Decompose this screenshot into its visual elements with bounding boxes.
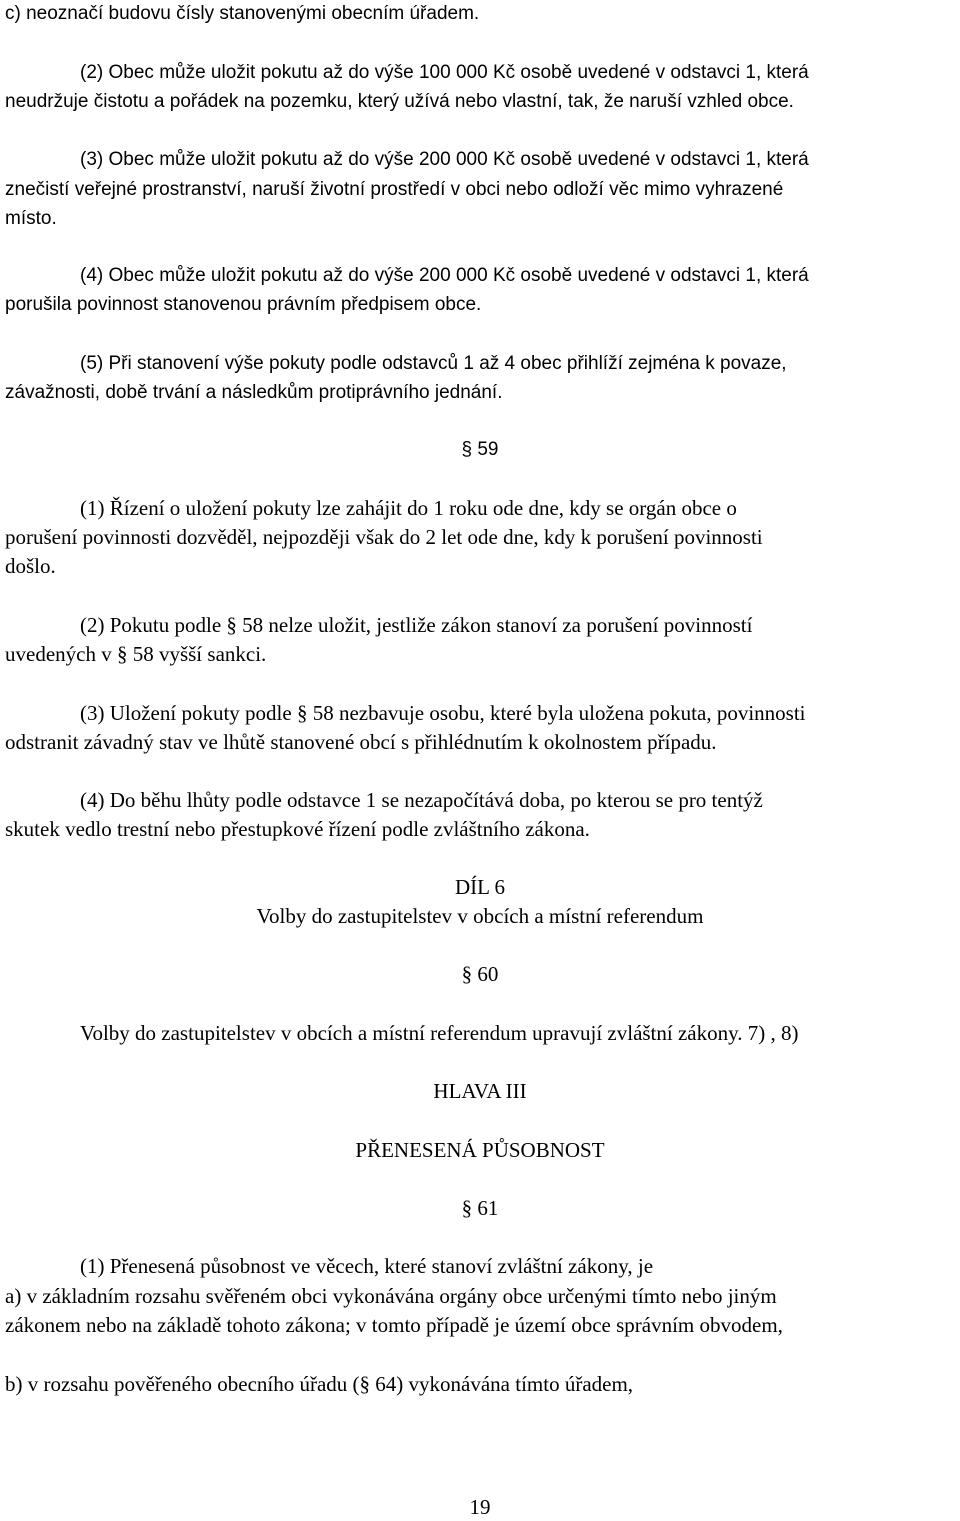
paragraph-line: zákonem nebo na základě tohoto zákona; v tomto případě je území obce správním obvodem, [5,1313,783,1337]
chapter-heading: HLAVA III [433,1079,527,1103]
part-title: Volby do zastupitelstev v obcích a místní referendum [256,904,704,928]
paragraph-line: (3) Uložení pokuty podle § 58 nezbavuje osobu, které byla uložena pokuta, povinnosti [80,701,806,725]
paragraph-line: (4) Do běhu lhůty podle odstavce 1 se nezapočítává doba, po kterou se pro tentýž [80,788,763,812]
paragraph-line: odstranit závadný stav ve lhůtě stanovené obcí s přihlédnutím k okolnostem případu. [5,730,717,754]
section-heading: § 61 [461,1196,499,1220]
paragraph-line: a) v základním rozsahu svěřeném obci vykonávána orgány obce určenými tímto nebo jiným [5,1284,777,1308]
paragraph-line: c) neoznačí budovu čísly stanovenými obecním úřadem. [5,3,480,24]
paragraph-line: znečistí veřejné prostranství, naruší životní prostředí v obci nebo odloží věc mimo vyhrazené [5,179,784,200]
section-heading: § 59 [461,439,499,460]
paragraph-line: (2) Pokutu podle § 58 nelze uložit, jestliže zákon stanoví za porušení povinností [80,613,753,637]
paragraph-line: (4) Obec může uložit pokutu až do výše 200 000 Kč osobě uvedené v odstavci 1, která [80,265,809,286]
paragraph-line: (3) Obec může uložit pokutu až do výše 200 000 Kč osobě uvedené v odstavci 1, která [80,149,809,170]
paragraph-line: závažnosti, době trvání a následkům protiprávního jednání. [5,382,503,403]
paragraph-line: (1) Řízení o uložení pokuty lze zahájit do 1 roku ode dne, kdy se orgán obce o [80,496,737,520]
paragraph-line: došlo. [5,554,56,578]
paragraph-line: Volby do zastupitelstev v obcích a místní referendum upravují zvláštní zákony. 7) , 8) [80,1021,799,1045]
section-heading: § 60 [461,962,499,986]
page-number: 19 [469,1495,491,1519]
paragraph-line: porušení povinnosti dozvěděl, nejpozději však do 2 let ode dne, kdy k porušení povinnosti [5,525,763,549]
paragraph-line: porušila povinnost stanovenou právním předpisem obce. [5,294,482,315]
paragraph-line: neudržuje čistotu a pořádek na pozemku, který užívá nebo vlastní, tak, že naruší vzhled obce. [5,91,794,112]
chapter-title: PŘENESENÁ PŮSOBNOST [355,1138,605,1162]
paragraph-line: (5) Při stanovení výše pokuty podle odstavců 1 až 4 obec přihlíží zejména k povaze, [80,353,787,374]
paragraph-line: (1) Přenesená působnost ve věcech, které stanoví zvláštní zákony, je [80,1254,654,1278]
paragraph-line: b) v rozsahu pověřeného obecního úřadu (§ 64) vykonávána tímto úřadem, [5,1372,634,1396]
paragraph-line: skutek vedlo trestní nebo přestupkové řízení podle zvláštního zákona. [5,817,590,841]
part-heading: DÍL 6 [455,875,505,899]
paragraph-line: uvedených v § 58 vyšší sankci. [5,642,267,666]
paragraph-line: místo. [5,208,57,229]
paragraph-line: (2) Obec může uložit pokutu až do výše 100 000 Kč osobě uvedené v odstavci 1, která [80,62,809,83]
